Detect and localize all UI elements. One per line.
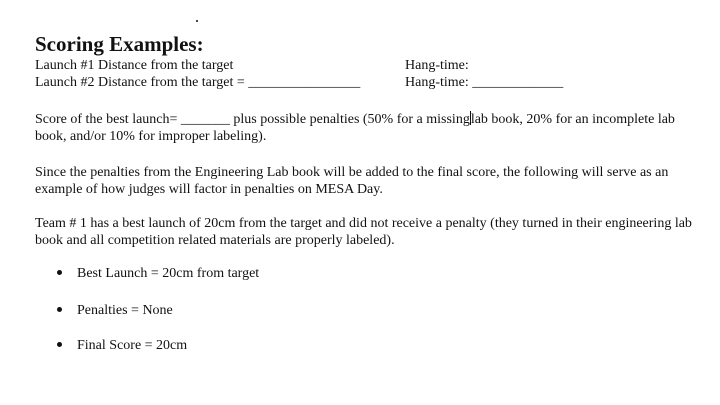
page-title: Scoring Examples: [35, 32, 204, 56]
score-text-part-1: Score of the best launch= _______ plus possible penalties (50% for a missing [35, 112, 470, 127]
bullet-icon [57, 270, 62, 275]
bullet-icon [57, 307, 62, 312]
launch-2-line: Launch #2 Distance from the target = ________________ [35, 75, 361, 90]
score-paragraph [35, 111, 695, 145]
list-item-text: Best Launch = 20cm from target [77, 266, 260, 281]
stray-mark [196, 20, 198, 22]
team-paragraph: Team # 1 has a best launch of 20cm from the target and did not receive a penalty (they turned in their engineering lab book and all competition related materials are properly labeled). [35, 216, 692, 248]
hang-time-2-line: Hang-time: _____________ [405, 75, 564, 90]
list-item-text: Final Score = 20cm [77, 338, 188, 353]
score-text-part-2: lab book, 20% for an incomplete lab book, and/or 10% for improper labeling). [35, 112, 675, 144]
list-item [57, 337, 187, 354]
hang-time-1-line: Hang-time: [405, 58, 469, 73]
list-item-text: Penalties = None [77, 303, 173, 318]
list-item [57, 265, 259, 282]
bullet-icon [57, 342, 62, 347]
list-item [57, 302, 173, 319]
launch-1-line: Launch #1 Distance from the target [35, 58, 234, 73]
penalties-paragraph: Since the penalties from the Engineering Lab book will be added to the final score, the following will serve as an example of how judges will factor in penalties on MESA Day. [35, 165, 669, 197]
